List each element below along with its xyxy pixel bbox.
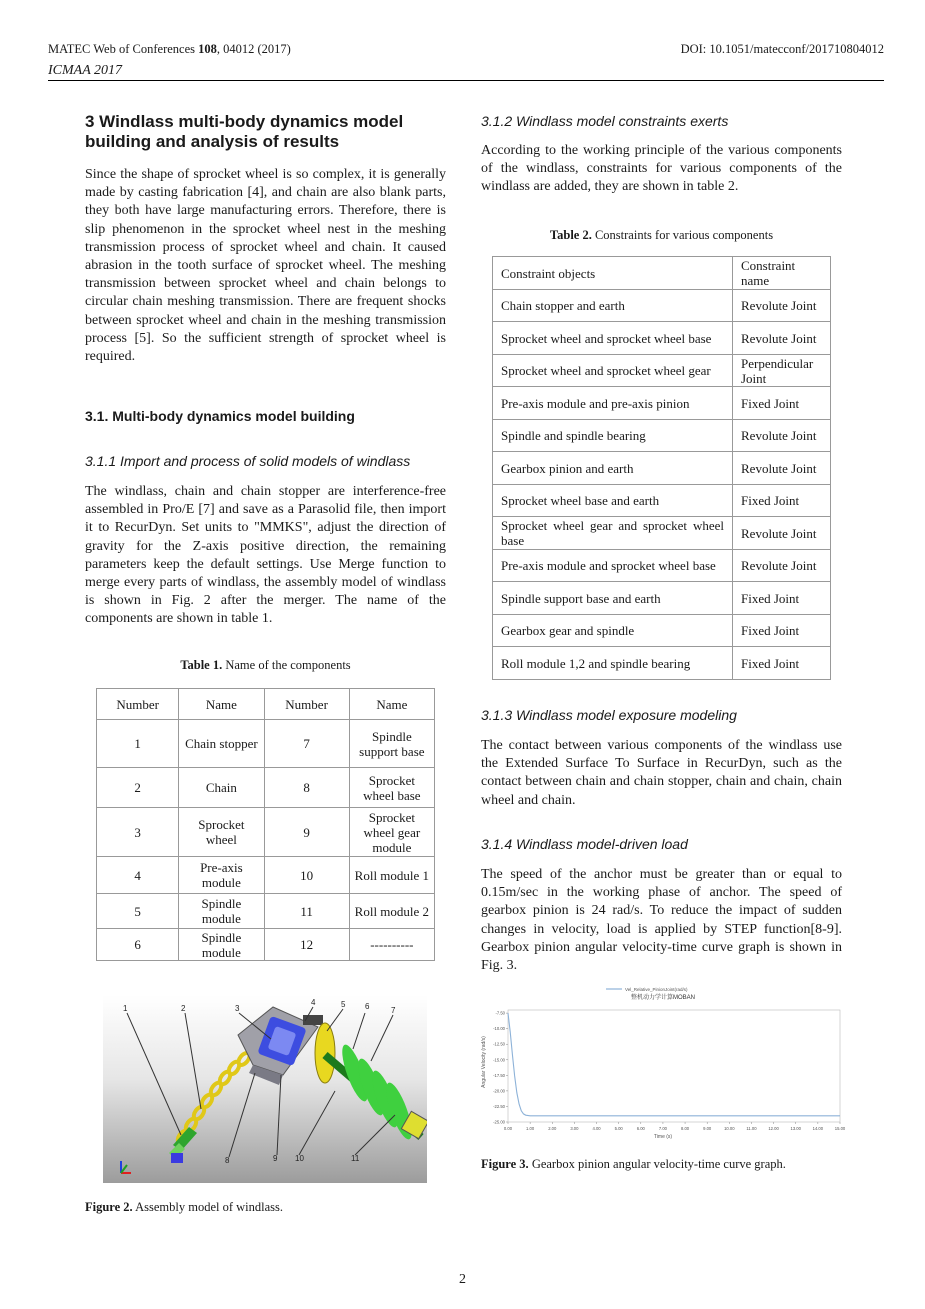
chart-title: 整机动力学计算MOBAN <box>630 995 696 1001</box>
x-tick-label: 11.00 <box>746 1126 757 1131</box>
table-cell: Roll module 1,2 and spindle bearing <box>493 647 733 680</box>
angular-velocity-chart <box>478 982 848 1142</box>
x-tick-label: 13.00 <box>790 1126 801 1131</box>
components-table <box>96 688 435 961</box>
table-header-cell: Name <box>179 689 264 720</box>
table-cell: Fixed Joint <box>733 615 831 647</box>
table-cell: Sprocket wheel <box>179 808 264 857</box>
table2-caption <box>481 228 842 243</box>
figure3-caption <box>481 1157 786 1172</box>
caption-label: Table 2. <box>549 228 592 242</box>
section-3 <box>85 112 446 366</box>
y-tick-label: -12.50 <box>493 1041 505 1047</box>
sprocket-wheel-gear <box>315 1023 335 1083</box>
x-tick-label: 1.00 <box>526 1126 535 1131</box>
table-row <box>493 387 831 420</box>
table1-caption <box>85 658 446 673</box>
caption-text: Constraints for various components <box>591 228 774 242</box>
figure-label: 3 <box>235 1004 240 1013</box>
table-header-cell: Constraint name <box>733 257 831 290</box>
table-cell: 9 <box>264 808 349 857</box>
x-tick-label: 10.00 <box>724 1126 735 1131</box>
x-tick-label: 5.00 <box>614 1126 623 1131</box>
figure-label: 6 <box>365 1002 370 1011</box>
constraints-paragraph: According to the working principle of the various components of the windlass, constraints for various components of the windlass are added, they are shown in table 2. <box>481 143 842 195</box>
subsection-3-1-4 <box>481 836 842 975</box>
table-header-cell: Constraint objects <box>493 257 733 290</box>
caption-text: Gearbox pinion angular velocity-time curve graph. <box>528 1157 786 1171</box>
table-row <box>97 894 435 929</box>
table-cell: Fixed Joint <box>733 647 831 680</box>
table-row <box>493 322 831 355</box>
x-tick-label: 3.00 <box>570 1126 579 1131</box>
y-tick-label: -10.00 <box>493 1026 505 1032</box>
subsection-3-1-3 <box>481 707 842 810</box>
subsubsection-title: 3.1.4 Windlass model-driven load <box>481 836 688 852</box>
table-cell: Revolute Joint <box>733 322 831 355</box>
table-cell: Revolute Joint <box>733 517 831 550</box>
caption-text: Assembly model of windlass. <box>132 1200 284 1214</box>
intro-paragraph: Since the shape of sprocket wheel is so complex, it is generally made by casting fabrication [4], and chain are also blank parts, they both have large manufacturing errors. Therefore, there is slip phenomenon in the sprocket wheel nest in the meshing transmission process of sprocket wheel and chain. It caused abrasion in the tooth surface of sprocket wheel. The meshing transmission between sprocket wheel and chain belongs to circular chain meshing transmission. There are frequent shocks between sprocket wheel and chain in the meshing transmission process [5]. So the sufficient strength of sprocket wheel is required. <box>85 167 446 365</box>
x-tick-label: 4.00 <box>592 1126 601 1131</box>
section-title: 3 Windlass multi-body dynamics model building and analysis of results <box>85 112 404 151</box>
table-cell: Gearbox gear and spindle <box>493 615 733 647</box>
table-cell: Pre-axis module and sprocket wheel base <box>493 550 733 582</box>
table-row <box>493 420 831 452</box>
constraints-table <box>492 256 831 680</box>
table-row <box>493 550 831 582</box>
subsubsection-title: 3.1.2 Windlass model constraints exerts <box>481 113 729 129</box>
y-tick-label: -15.00 <box>493 1057 505 1063</box>
subsection-3-1-1 <box>85 453 446 629</box>
table-row <box>493 290 831 322</box>
conference-name: ICMAA 2017 <box>48 63 123 78</box>
page-number: 2 <box>459 1272 466 1287</box>
assembly-model-figure <box>103 995 427 1183</box>
table-cell: 1 <box>97 720 179 768</box>
table-cell: 12 <box>264 929 349 961</box>
import-paragraph: The windlass, chain and chain stopper are interference-free assembled in Pro/E [7] and save as a Parasolid file, then import it to RecurDyn. Set units to "MMKS", adjust the direction of gravity for the Z-axis positive direction, the remaining parameters keep the default settings. Use Merge function to merge every parts of windlass, the assembly model of windlass is shown in Fig. 2 after the merger. The name of the components are shown in table 1. <box>85 484 446 627</box>
table-cell: Perpendicular Joint <box>733 355 831 387</box>
table-cell: Chain stopper and earth <box>493 290 733 322</box>
table-cell: Fixed Joint <box>733 485 831 517</box>
caption-label: Table 1. <box>180 658 223 672</box>
y-tick-label: -22.50 <box>493 1103 505 1109</box>
table-cell: Spindle support base <box>349 720 434 768</box>
table-cell: Spindle module <box>179 929 264 961</box>
figure-label: 10 <box>295 1154 304 1163</box>
table-header-cell: Name <box>349 689 434 720</box>
x-tick-label: 0.00 <box>503 1126 513 1131</box>
table-cell: 3 <box>97 808 179 857</box>
table-cell: 6 <box>97 929 179 961</box>
table-row <box>97 857 435 894</box>
table-cell: Roll module 2 <box>349 894 434 929</box>
table-header-cell: Number <box>97 689 179 720</box>
subsubsection-title: 3.1.1 Import and process of solid models of windlass <box>85 453 411 469</box>
x-axis-label: Time (s) <box>653 1134 673 1140</box>
y-tick-label: -17.50 <box>493 1072 505 1078</box>
x-tick-label: 6.00 <box>636 1126 645 1131</box>
subsection-3-1-2 <box>481 113 842 197</box>
legend-label: Vel_Relative_PinionJoint(rad/s) <box>625 987 688 992</box>
table-cell: Spindle module <box>179 894 264 929</box>
table-cell: Chain stopper <box>179 720 264 768</box>
table-row <box>493 452 831 485</box>
table-cell: Revolute Joint <box>733 290 831 322</box>
x-tick-label: 12.00 <box>768 1126 779 1131</box>
subsubsection-title: 3.1.3 Windlass model exposure modeling <box>481 707 737 723</box>
figure-label: 11 <box>351 1154 360 1163</box>
x-tick-label: 9.00 <box>703 1126 712 1131</box>
table-cell: 11 <box>264 894 349 929</box>
table-header-row <box>493 257 831 290</box>
table-cell: Fixed Joint <box>733 387 831 420</box>
table-cell: Pre-axis module <box>179 857 264 894</box>
y-tick-label: -7.50 <box>495 1010 505 1016</box>
figure2-caption <box>85 1200 283 1215</box>
table-cell: 8 <box>264 768 349 808</box>
table-row <box>97 720 435 768</box>
journal-name: MATEC Web of Conferences <box>48 42 195 56</box>
table-cell: Revolute Joint <box>733 420 831 452</box>
doi: DOI: 10.1051/matecconf/201710804012 <box>680 42 884 56</box>
figure-label: 4 <box>311 998 316 1007</box>
table-cell: 5 <box>97 894 179 929</box>
table-cell: 10 <box>264 857 349 894</box>
table-row <box>493 355 831 387</box>
table-header-cell: Number <box>264 689 349 720</box>
table-header-row <box>97 689 435 720</box>
x-tick-label: 2.00 <box>548 1126 557 1131</box>
table-cell: Sprocket wheel gear and sprocket wheel base <box>493 517 733 550</box>
table-cell: Roll module 1 <box>349 857 434 894</box>
x-tick-label: 14.00 <box>812 1126 824 1131</box>
y-axis-label: Angular Velocity (rad/s) <box>481 1036 487 1088</box>
table-cell: 2 <box>97 768 179 808</box>
table-row <box>97 929 435 961</box>
subsection-3-1 <box>85 408 446 424</box>
table-row <box>493 582 831 615</box>
journal-volume: 108 <box>198 42 217 56</box>
table-cell: Sprocket wheel and sprocket wheel base <box>493 322 733 355</box>
y-tick-label: -25.00 <box>493 1119 505 1125</box>
table-cell: Sprocket wheel gear module <box>349 808 434 857</box>
table-cell: Sprocket wheel and sprocket wheel gear <box>493 355 733 387</box>
x-tick-label: 8.00 <box>680 1126 690 1131</box>
table-cell: Revolute Joint <box>733 550 831 582</box>
table-cell: ---------- <box>349 929 434 961</box>
table-cell: Chain <box>179 768 264 808</box>
table-cell: 7 <box>264 720 349 768</box>
table-cell: Sprocket wheel base <box>349 768 434 808</box>
figure-label: 2 <box>181 1004 186 1013</box>
figure-label: 5 <box>341 1000 346 1009</box>
caption-text: Name of the components <box>222 658 351 672</box>
caption-label: Figure 2. <box>85 1200 133 1214</box>
table-row <box>493 517 831 550</box>
figure-label: 1 <box>123 1004 128 1013</box>
subsection-title: 3.1. Multi-body dynamics model building <box>85 408 355 424</box>
contact-paragraph: The contact between various components of the windlass use the Extended Surface To Surface in RecurDyn, such as the contact between chain and chain stopper, chain and chain, chain wheel and chain. <box>481 738 842 808</box>
table-row <box>493 615 831 647</box>
table-row <box>493 647 831 680</box>
table-cell: Spindle support base and earth <box>493 582 733 615</box>
figure-label: 8 <box>225 1156 230 1165</box>
x-tick-label: 7.00 <box>658 1126 668 1131</box>
table-row <box>97 808 435 857</box>
table-row <box>493 485 831 517</box>
table-cell: 4 <box>97 857 179 894</box>
table-cell: Sprocket wheel base and earth <box>493 485 733 517</box>
y-tick-label: -20.00 <box>493 1088 505 1094</box>
figure-label: 9 <box>273 1154 278 1163</box>
header-rule <box>48 80 884 81</box>
article-number: , 04012 (2017) <box>216 42 291 56</box>
caption-label: Figure 3. <box>481 1157 529 1171</box>
figure-label: 7 <box>391 1006 396 1015</box>
x-tick-label: 15.00 <box>834 1126 846 1131</box>
table-cell: Revolute Joint <box>733 452 831 485</box>
table-row <box>97 768 435 808</box>
table-cell: Spindle and spindle bearing <box>493 420 733 452</box>
table-cell: Fixed Joint <box>733 582 831 615</box>
table-cell: Gearbox pinion and earth <box>493 452 733 485</box>
table-cell: Pre-axis module and pre-axis pinion <box>493 387 733 420</box>
running-header-left <box>48 42 291 57</box>
load-paragraph: The speed of the anchor must be greater than or equal to 0.15m/sec in the working phase of anchor. The speed of gearbox pinion is 24 rad/s. To reduce the impact of sudden changes in velocity, load is applied by STEP function[8-9]. Gearbox pinion angular velocity-time curve graph is shown in Fig. 3. <box>481 867 842 974</box>
